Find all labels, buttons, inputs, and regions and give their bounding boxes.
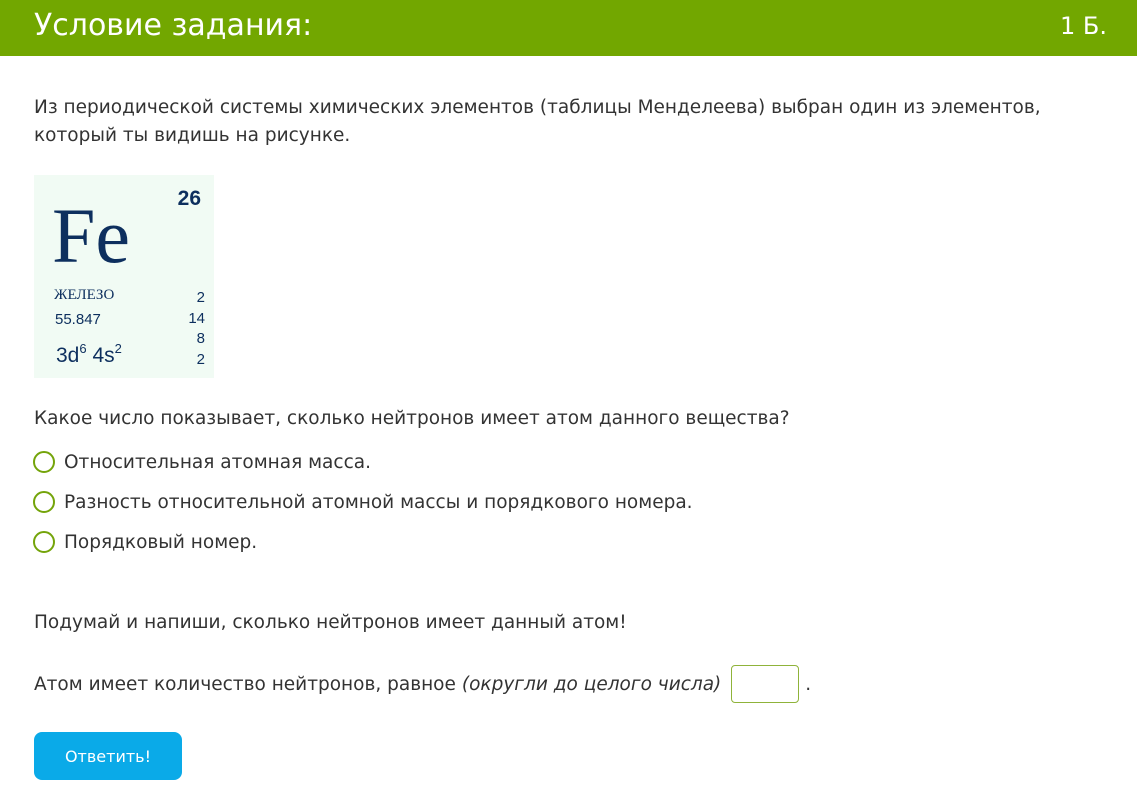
shell-3: 8 (196, 330, 205, 347)
config-base-1: 3d (56, 344, 80, 367)
shell-4: 2 (196, 350, 205, 368)
radio-circle-icon[interactable] (33, 451, 55, 473)
electron-shells (188, 288, 205, 370)
element-card (34, 175, 214, 378)
prompt-text: Подумай и напиши, сколько нейтронов имеет данный атом! (34, 612, 627, 633)
config-base-2: 4s (92, 344, 115, 367)
task-header (0, 0, 1137, 56)
answer-hint: (округли до целого числа) (461, 673, 722, 695)
config-exp-2: 2 (114, 341, 122, 356)
submit-button[interactable]: Ответить! (34, 732, 182, 780)
option-label: Относительная атомная масса. (64, 451, 371, 473)
shell-1: 2 (196, 289, 205, 306)
option-label: Порядковый номер. (64, 531, 258, 553)
radio-circle-icon[interactable] (33, 531, 55, 553)
task-points: 1 Б. (1060, 12, 1107, 40)
element-mass: 55.847 (55, 311, 101, 328)
answer-row (34, 663, 811, 705)
electron-configuration (56, 341, 122, 368)
neutron-count-input[interactable] (731, 665, 799, 703)
answer-text: Атом имеет количество нейтронов, равное (34, 673, 456, 695)
task-title: Условие задания: (34, 8, 313, 43)
radio-circle-icon[interactable] (33, 491, 55, 513)
option-1[interactable] (33, 448, 371, 476)
answer-suffix: . (805, 673, 812, 695)
element-name: ЖЕЛЕЗО (54, 287, 115, 303)
element-symbol: Fe (52, 192, 130, 279)
config-exp-1: 6 (79, 341, 87, 356)
shell-2: 14 (188, 309, 205, 327)
option-3[interactable] (33, 528, 257, 556)
element-number: 26 (177, 187, 201, 210)
option-2[interactable] (33, 488, 693, 516)
option-label: Разность относительной атомной массы и порядкового номера. (64, 491, 693, 513)
question-text: Какое число показывает, сколько нейтронов имеет атом данного вещества? (34, 408, 790, 429)
intro-text: Из периодической системы химических элементов (таблицы Менделеева) выбран один из элементов, который ты видишь на рисунке. (34, 97, 1041, 146)
